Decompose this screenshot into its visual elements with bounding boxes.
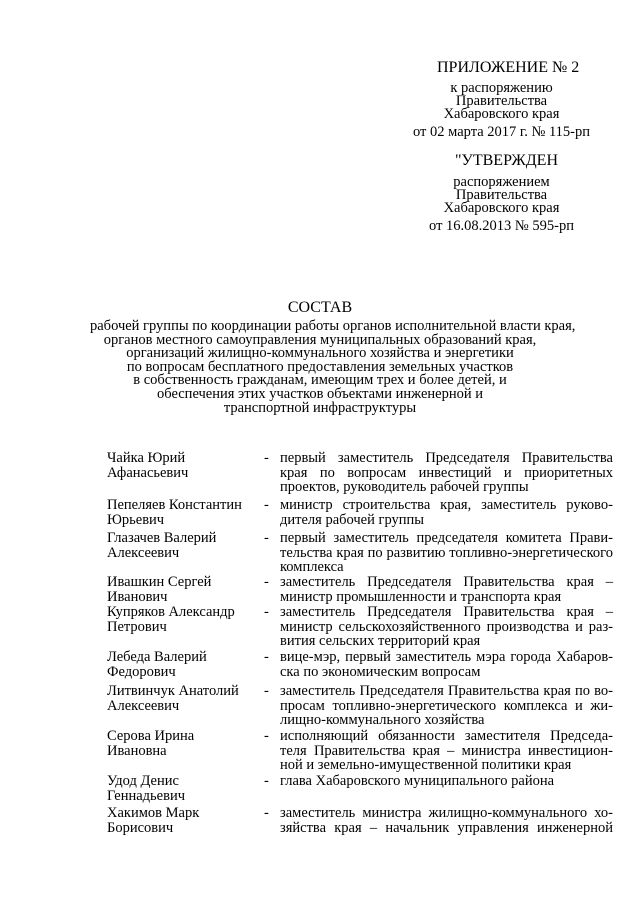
member-dash: - — [264, 773, 269, 789]
subtitle-line: организаций жилищно-коммунального хозяйства и энергетики — [126, 345, 514, 362]
appendix-number: ПРИЛОЖЕНИЕ № 2 — [437, 59, 580, 76]
member-role: заместитель Председателя Правительства края по во- просам топливно-энергетического комплекса и жи- лищно-коммунального хозяйства — [280, 683, 613, 728]
member-name: Ивашкин Сергей Иванович — [107, 574, 212, 605]
member-role: заместитель Председателя Правительства края – министр сельскохозяйственного производства и раз- вития сельских территорий края — [280, 604, 613, 649]
approved-line-4: от 16.08.2013 № 595-рп — [429, 218, 574, 234]
member-dash: - — [264, 574, 269, 590]
member-dash: - — [264, 728, 269, 744]
member-dash: - — [264, 530, 269, 546]
member-role: первый заместитель председателя комитета Прави- тельства края по развитию топливно-энергетического комплекса — [280, 530, 613, 575]
member-name: Удод Денис Геннадьевич — [107, 773, 185, 804]
document-title: СОСТАВ — [287, 299, 353, 316]
member-name: Лебеда Валерий Федорович — [107, 649, 207, 680]
subtitle-line: по вопросам бесплатного предоставления земельных участков — [126, 358, 514, 375]
approved-line-1: распоряжением — [453, 174, 550, 190]
approved-title: "УТВЕРЖДЕН — [455, 152, 558, 169]
member-role: заместитель Председателя Правительства края – министр промышленности и транспорта края — [280, 574, 613, 605]
subtitle-line: органов местного самоуправления муниципальных образований края, — [103, 331, 537, 348]
subtitle-line: транспортной инфраструктуры — [223, 399, 417, 416]
member-role: исполняющий обязанности заместителя Председа- теля Правительства края – министра инвестицион- ной и земельно-имущественной политики края — [280, 728, 613, 773]
member-role: вице-мэр, первый заместитель мэра города Хабаров- ска по экономическим вопросам — [280, 649, 613, 680]
subtitle-line: рабочей группы по координации работы органов исполнительной власти края, — [90, 318, 576, 334]
member-name: Пепеляев Константин Юрьевич — [107, 497, 242, 528]
member-dash: - — [264, 649, 269, 665]
member-name: Купряков Александр Петрович — [107, 604, 235, 635]
member-name: Чайка Юрий Афанасьевич — [107, 450, 189, 481]
member-role: министр строительства края, заместитель руково- дителя рабочей группы — [280, 497, 613, 528]
member-name: Хакимов Марк Борисович — [107, 805, 200, 836]
appendix-line-1: к распоряжению — [450, 80, 553, 96]
appendix-line-3: Хабаровского края — [443, 106, 560, 122]
member-dash: - — [264, 683, 269, 699]
subtitle-line: в собственность гражданам, имеющим трех и более детей, и — [133, 372, 507, 389]
member-role: заместитель министра жилищно-коммунального хо- зяйства края – начальник управления инженерной — [280, 805, 613, 836]
appendix-line-2: Правительства — [455, 93, 548, 109]
member-dash: - — [264, 450, 269, 466]
member-role: глава Хабаровского муниципального района — [280, 773, 555, 789]
appendix-line-4: от 02 марта 2017 г. № 115-рп — [413, 124, 590, 140]
member-dash: - — [264, 805, 269, 821]
approved-line-3: Хабаровского края — [443, 200, 560, 216]
member-name: Глазачев Валерий Алексеевич — [107, 530, 217, 561]
member-name: Литвинчук Анатолий Алексеевич — [107, 683, 239, 714]
subtitle-line: обеспечения этих участков объектами инженерной и — [157, 385, 483, 402]
member-role: первый заместитель Председателя Правительства края по вопросам инвестиций и приоритетных проектов, руководитель рабочей группы — [280, 450, 613, 495]
member-name: Серова Ирина Ивановна — [107, 728, 195, 759]
document-subtitle — [90, 318, 576, 416]
member-dash: - — [264, 604, 269, 620]
approved-line-2: Правительства — [455, 187, 548, 203]
member-dash: - — [264, 497, 269, 513]
